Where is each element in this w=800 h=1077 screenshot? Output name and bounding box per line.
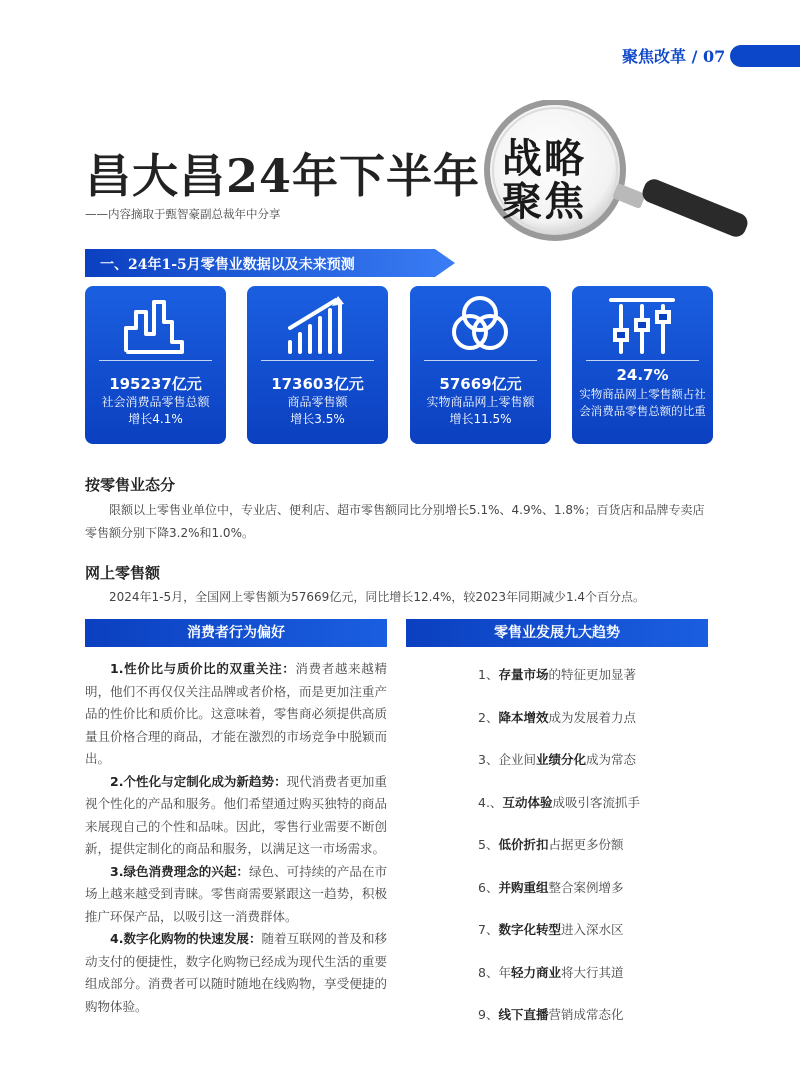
stat-card-online-retail: [410, 286, 551, 444]
stat-growth: 增长4.1%: [128, 412, 183, 426]
section-heading-online-retail: 网上零售额: [85, 564, 161, 582]
consumer-item-head: 2.个性化与定制化成为新趋势：: [110, 773, 287, 789]
trend-rest: 的特征更加显著: [548, 667, 636, 682]
stat-value: 24.7%: [616, 366, 669, 384]
trend-keyword: 线下直播: [498, 1007, 549, 1022]
trend-rest: 占据更多份额: [548, 837, 624, 852]
trend-rest: 营销成常态化: [548, 1007, 624, 1022]
trend-prefix: 8、年: [478, 964, 511, 980]
trend-prefix: 4.、: [478, 794, 503, 810]
consumer-item-head: 4.数字化购物的快速发展：: [110, 931, 262, 946]
trend-item: [478, 665, 718, 708]
trend-item: [478, 708, 718, 751]
consumer-item: [85, 771, 387, 861]
trend-item: [478, 1005, 718, 1048]
header-accent-bar: [730, 45, 800, 67]
trend-item: [478, 750, 718, 793]
magnifier-text-line2: 聚焦: [502, 178, 586, 225]
trend-item: [478, 835, 718, 878]
section-title: 一、24年1-5月零售业数据以及未来预测: [100, 257, 355, 273]
trend-prefix: 2、: [478, 709, 499, 725]
trend-keyword: 存量市场: [498, 667, 549, 682]
consumer-item-text: 绿色、可持续的产品在市场上越来越受到青睐。零售商需要紧跟这一趋势，积极推广环保产品，以吸引这一消费群体。: [85, 863, 387, 924]
page-section-label: 聚焦改革 / 07: [622, 47, 726, 66]
consumer-item-head: 3.绿色消费理念的兴起：: [110, 863, 249, 879]
consumer-item: [85, 658, 387, 771]
stat-label: 实物商品网上零售额占社会消费品零售总额的比重: [579, 387, 706, 418]
trend-keyword: 轻力商业: [510, 964, 561, 980]
stat-card-goods-retail: [247, 286, 388, 444]
trend-item: [478, 963, 718, 1006]
stat-value: 195237亿元: [109, 375, 202, 393]
retail-trends-list: [478, 665, 718, 1048]
trend-prefix: 3、企业间: [478, 752, 536, 767]
consumer-behavior-banner: 消费者行为偏好: [85, 619, 387, 647]
consumer-item: [85, 928, 387, 1018]
bar-chart-icon: [120, 294, 190, 356]
stat-value: 173603亿元: [271, 375, 364, 393]
trend-prefix: 7、: [478, 922, 499, 937]
trend-item: [478, 920, 718, 963]
rising-bars-icon: [282, 294, 352, 356]
stat-card-retail-total: [85, 286, 226, 444]
trend-item: [478, 793, 718, 836]
trend-rest: 整合案例增多: [548, 879, 624, 895]
retail-format-paragraph: 限额以上零售业单位中，专业店、便利店、超市零售额同比分别增长5.1%、4.9%、1.8%；百货店和品牌专卖店零售额分别下降3.2%和1.0%。: [85, 503, 705, 540]
consumer-item: [85, 861, 387, 929]
trend-rest: 将大行其道: [560, 964, 624, 980]
trend-keyword: 业绩分化: [535, 752, 586, 767]
trend-rest: 进入深水区: [560, 922, 624, 937]
magnifier-text-line1: 战略: [502, 135, 586, 182]
trend-prefix: 5、: [478, 837, 499, 852]
trend-rest: 成为发展着力点: [548, 709, 636, 725]
consumer-item-text: 消费者越来越精明，他们不再仅仅关注品牌或者价格，而是更加注重产品的性价比和质价比。这意味着，零售商必须提供高质量且价格合理的商品，才能在激烈的市场竞争中脱颖而出。: [85, 661, 387, 766]
stat-value: 57669亿元: [439, 375, 522, 393]
trend-keyword: 互动体验: [502, 794, 553, 810]
trend-rest: 成为常态: [585, 752, 636, 767]
trend-keyword: 数字化转型: [498, 922, 561, 937]
consumer-item-text: 现代消费者更加重视个性化的产品和服务。他们希望通过购买独特的商品来展现自己的个性和品味。因此，零售行业需要不断创新，提供定制化的商品和服务，以满足这一市场需求。: [85, 773, 387, 856]
trend-keyword: 并购重组: [498, 879, 549, 895]
trend-item: [478, 878, 718, 921]
stat-label: 实物商品网上零售额: [426, 395, 535, 409]
stat-growth: 增长3.5%: [290, 412, 345, 426]
trend-keyword: 降本增效: [498, 709, 549, 725]
trend-keyword: 低价折扣: [498, 837, 549, 852]
page-title: 昌大昌24年下半年: [85, 149, 481, 203]
stat-label: 社会消费品零售总额: [101, 395, 210, 409]
trend-rest: 成吸引客流抓手: [552, 794, 640, 810]
stat-card-online-share: [572, 286, 713, 444]
venn-circles-icon: [445, 294, 515, 356]
consumer-behavior-list: [85, 658, 387, 1018]
stat-label: 商品零售额: [287, 395, 348, 409]
retail-trends-banner: 零售业发展九大趋势: [406, 619, 708, 647]
online-retail-paragraph: 2024年1-5月，全国网上零售额为57669亿元，同比增长12.4%，较2023年同期减少1.4个百分点。: [109, 590, 646, 604]
consumer-item-text: 随着互联网的普及和移动支付的便捷性，数字化购物已经成为现代生活的重要组成部分。消费者可以随时随地在线购物，享受便捷的购物体验。: [85, 931, 387, 1014]
stat-growth: 增长11.5%: [449, 412, 512, 426]
trend-prefix: 1、: [478, 667, 499, 682]
section-heading-retail-format: 按零售业态分: [85, 476, 176, 494]
sliders-icon: [607, 294, 677, 356]
trend-prefix: 6、: [478, 879, 499, 895]
page-subtitle: ——内容摘取于甄智豪副总裁年中分享: [85, 207, 281, 221]
trend-prefix: 9、: [478, 1007, 499, 1022]
consumer-item-head: 1.性价比与质价比的双重关注：: [110, 661, 296, 676]
